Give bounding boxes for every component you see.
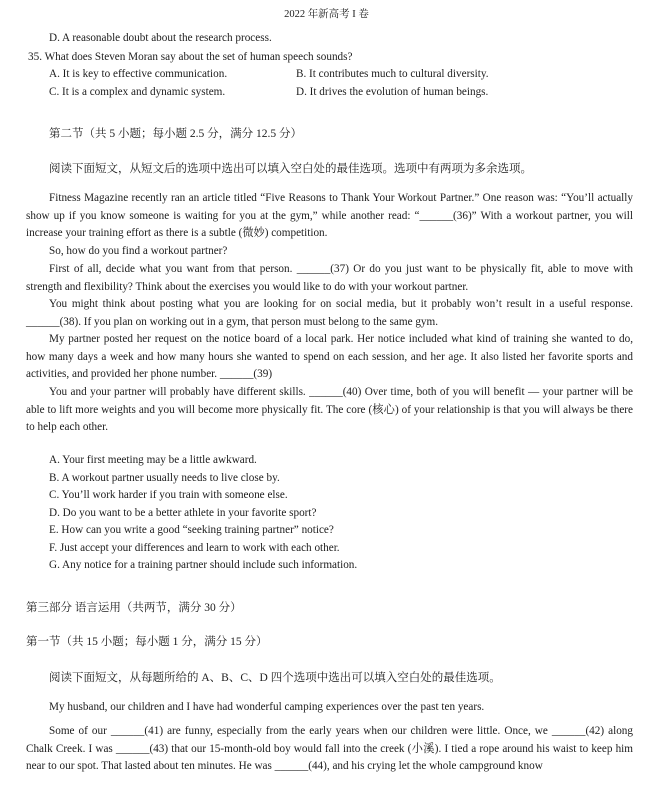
q35-question: 35. What does Steven Moran say about the set of human speech sounds? [28, 51, 353, 63]
passage-paragraph: You and your partner will probably have different skills. ______(40) Over time, both of you will benefit — your partner will be able to lift more weights and you will become more physically fit. The core (核心) of your relationship is that you will always be there to help each other. [26, 386, 633, 434]
part3-title: 第三部分 语言运用（共两节，满分 30 分） [26, 602, 242, 614]
q34-option-d: D. A reasonable doubt about the research process. [49, 32, 272, 44]
choice-d: D. Do you want to be a better athlete in your favorite sport? [49, 507, 317, 519]
section2-title: 第二节（共 5 小题；每小题 2.5 分，满分 12.5 分） [49, 128, 302, 140]
passage-paragraph: My partner posted her request on the notice board of a local park. Her notice included what kind of training she wanted to do, how many days a week and how many hours she wanted to spend on each session, and her age. It also listed her favorite sports and activities, and provided her phone number. ______(39) [26, 333, 633, 381]
choice-c: C. You’ll work harder if you train with someone else. [49, 489, 288, 501]
q35-option-a: A. It is key to effective communication. [49, 68, 228, 80]
passage-paragraph: Some of our ______(41) are funny, especially from the early years when our children were little. Once, we ______(42) along Chalk Creek. I was ______(43) that our 15-month-old boy would fall into the creek (小溪). I tied a rope around his waist to keep him near to our spot. That lasted about ten minutes. He was ______(44), and his crying let the whole campground know [26, 725, 633, 773]
page-header: 2022 年新高考 I 卷 [284, 9, 369, 20]
choice-a: A. Your first meeting may be a little awkward. [49, 454, 257, 466]
passage-paragraph: So, how do you find a workout partner? [49, 245, 228, 257]
q35-option-d: D. It drives the evolution of human beings. [296, 86, 489, 98]
q35-option-c: C. It is a complex and dynamic system. [49, 86, 226, 98]
passage-paragraph: First of all, decide what you want from that person. ______(37) Or do you just want to be physically fit, able to move with strength and flexibility? Think about the exercises you would like to do with your workout partner. [26, 263, 633, 293]
choice-b: B. A workout partner usually needs to live close by. [49, 472, 280, 484]
part3-instruction: 阅读下面短文，从每题所给的 A、B、C、D 四个选项中选出可以填入空白处的最佳选项。 [49, 672, 501, 684]
q35-option-b: B. It contributes much to cultural diversity. [296, 68, 489, 80]
passage-paragraph: Fitness Magazine recently ran an article titled “Five Reasons to Thank Your Workout Partner.” One reason was: “You’ll actually show up if you know someone is waiting for you at the gym,” while another read: “______(36)” With a workout partner, you will increase your training effort as there is a subtle (微妙) competition. [26, 192, 633, 240]
choice-g: G. Any notice for a training partner should include such information. [49, 559, 358, 571]
passage-paragraph: You might think about posting what you are looking for on social media, but it probably won’t result in a useful response. ______(38). If you plan on working out in a gym, that person must belong to the same gym. [26, 298, 633, 328]
passage-paragraph: My husband, our children and I have had wonderful camping experiences over the past ten years. [49, 701, 485, 713]
choice-f: F. Just accept your differences and learn to work with each other. [49, 542, 340, 554]
part3-section1-title: 第一节（共 15 小题；每小题 1 分，满分 15 分） [26, 636, 268, 648]
section2-instruction: 阅读下面短文，从短文后的选项中选出可以填入空白处的最佳选项。选项中有两项为多余选项。 [49, 163, 532, 175]
choice-e: E. How can you write a good “seeking training partner” notice? [49, 524, 334, 536]
